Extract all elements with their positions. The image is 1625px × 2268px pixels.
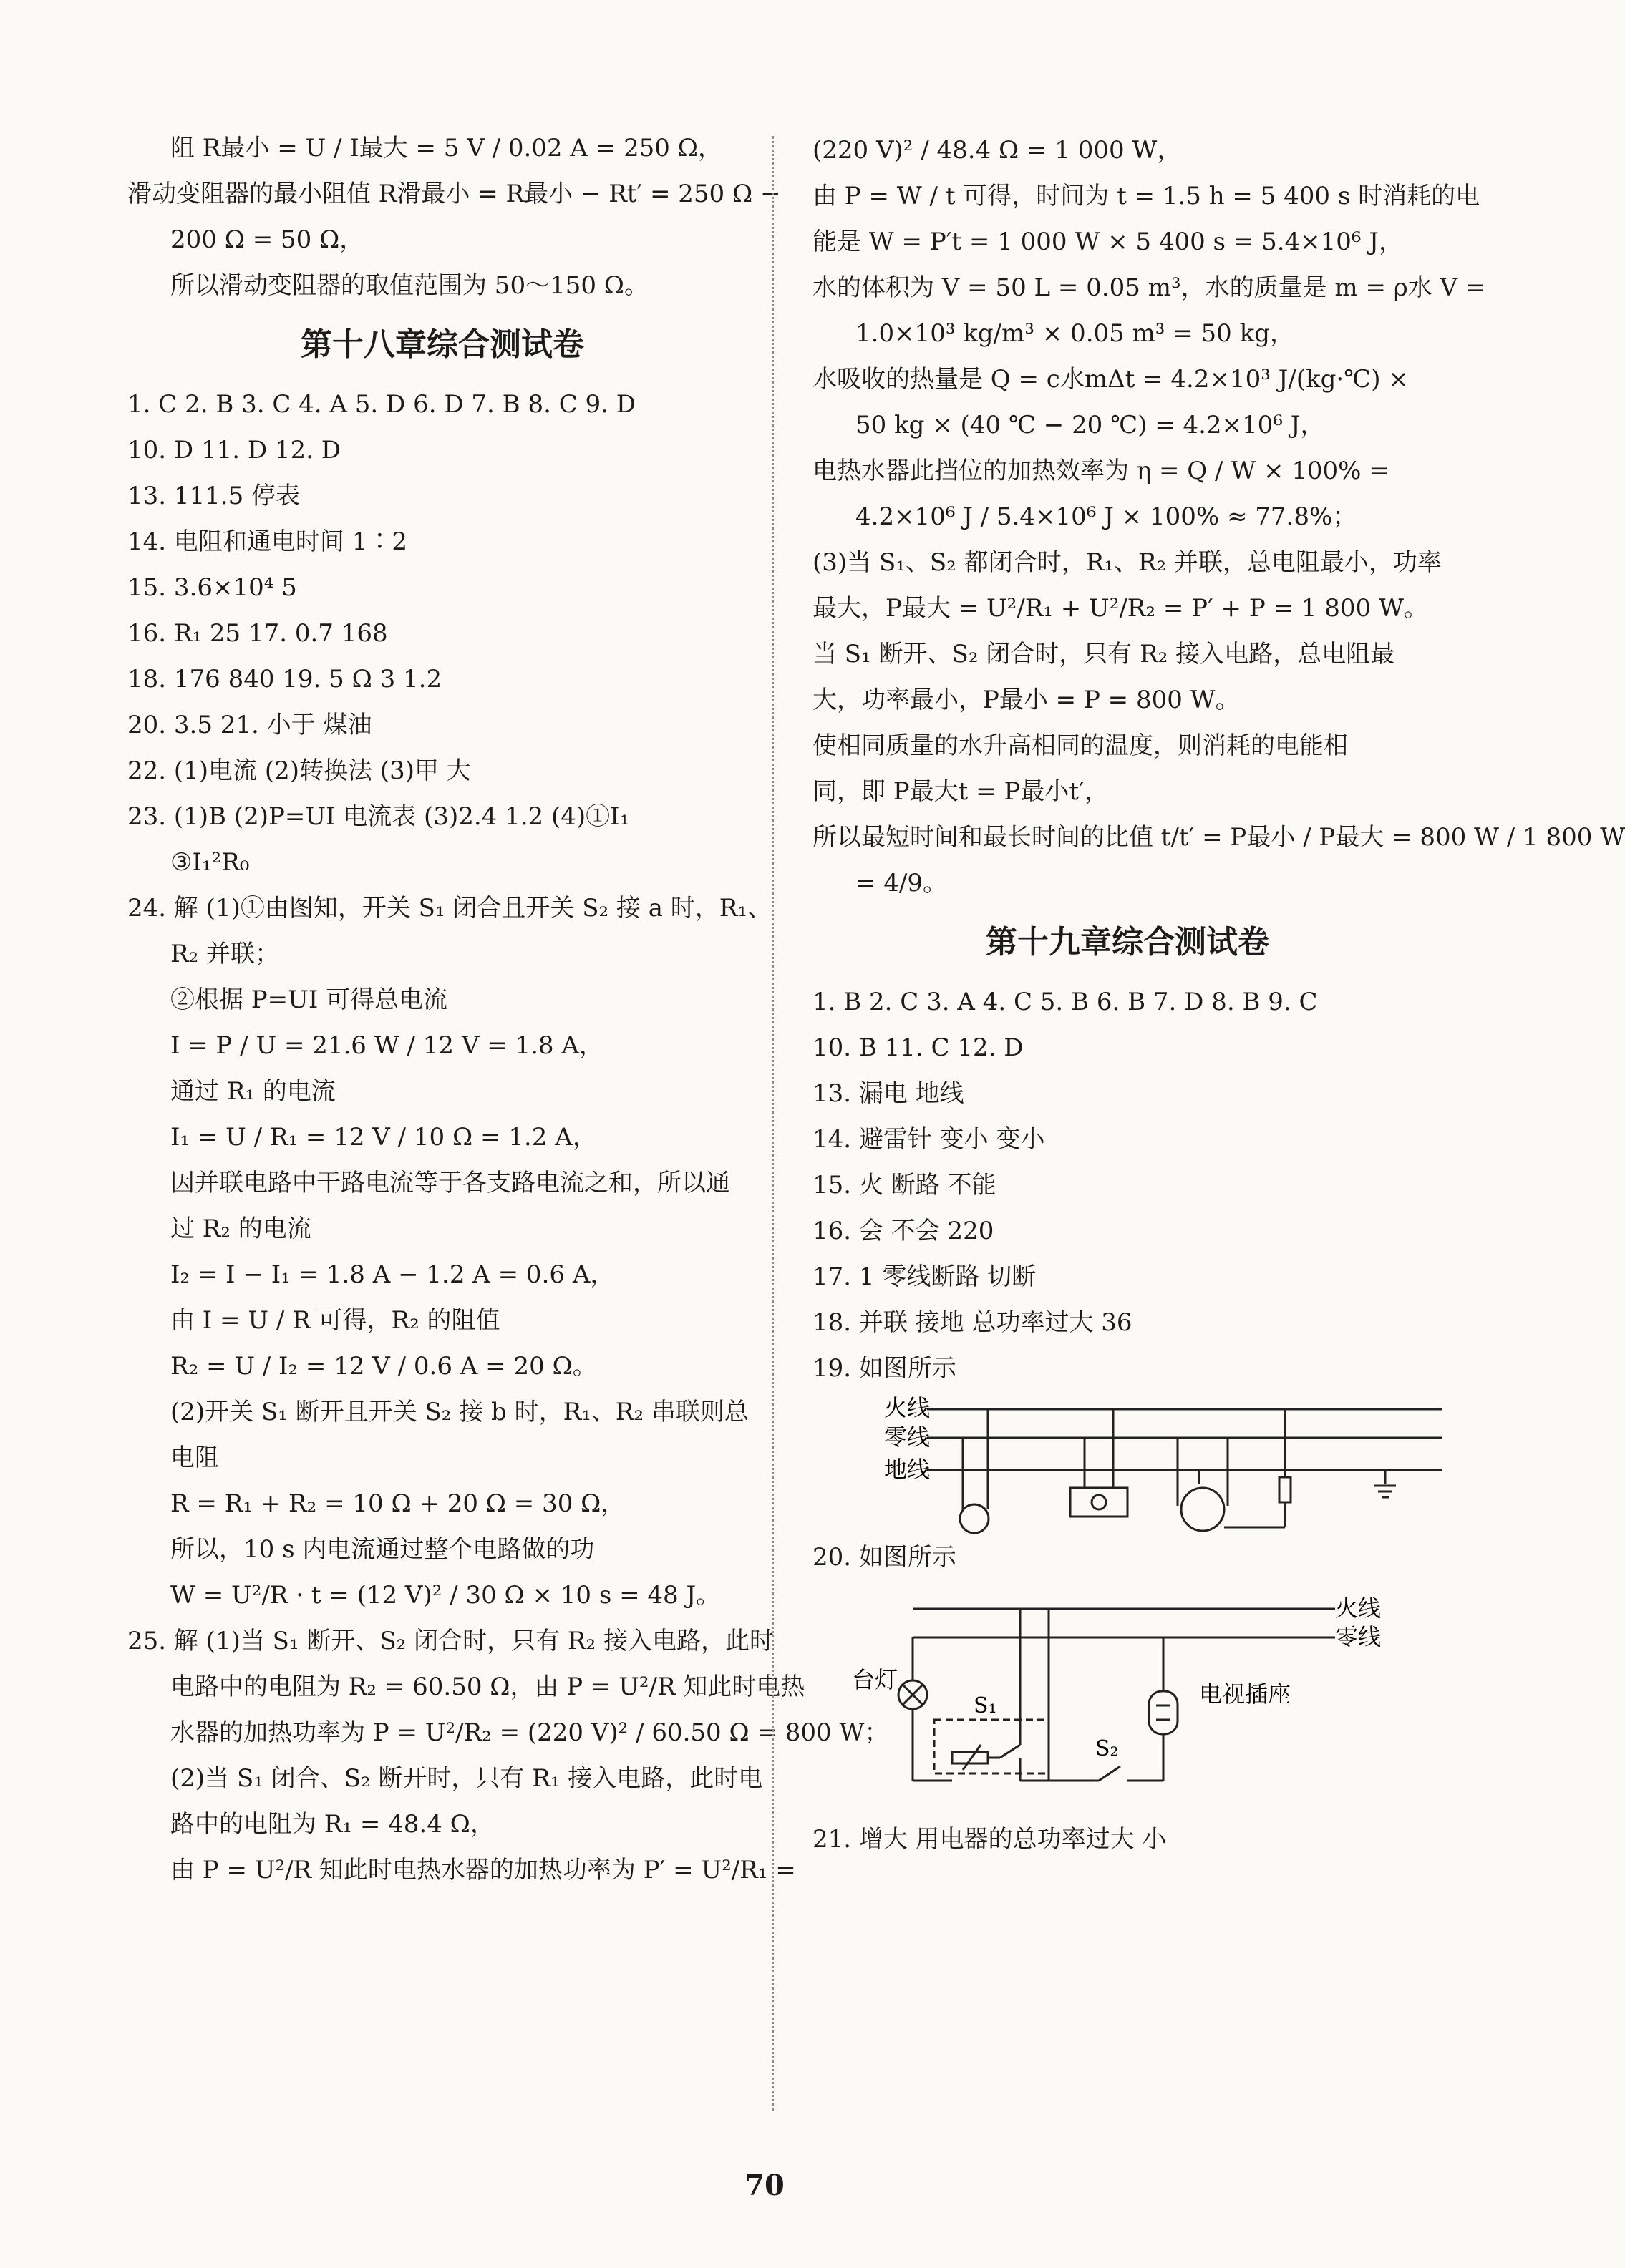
- text-line: 14. 避雷针 变小 变小: [812, 1125, 1045, 1154]
- text-line: (2)开关 S₁ 断开且开关 S₂ 接 b 时，R₁、R₂ 串联则总: [170, 1398, 749, 1426]
- live-wire-label: 火线: [1335, 1595, 1382, 1622]
- text-line: (2)当 S₁ 闭合、S₂ 断开时，只有 R₁ 接入电路，此时电: [170, 1764, 763, 1793]
- text-line: 4.2×10⁶ J / 5.4×10⁶ J × 100% ≈ 77.8%；: [855, 502, 1357, 531]
- text-line: 50 kg × (40 ℃ − 20 ℃) = 4.2×10⁶ J，: [855, 411, 1325, 439]
- text-line: 大，功率最小，P最小 = P = 800 W。: [812, 686, 1240, 714]
- right-column: [812, 127, 1625, 1862]
- tv-socket-label: 电视插座: [1199, 1680, 1291, 1708]
- text-line: 25. 解 (1)当 S₁ 断开、S₂ 闭合时，只有 R₂ 接入电路，此时: [127, 1627, 774, 1655]
- text-line: 由 I = U / R 可得，R₂ 的阻值: [170, 1306, 500, 1335]
- switch-s2-label: S₂: [1095, 1736, 1119, 1761]
- text-line: 1.0×10³ kg/m³ × 0.05 m³ = 50 kg，: [855, 319, 1294, 348]
- text-line: 18. 并联 接地 总功率过大 36: [812, 1308, 1132, 1337]
- text-line: 电路中的电阻为 R₂ = 60.50 Ω，由 P = U²/R 知此时电热: [170, 1673, 805, 1701]
- text-line: 15. 火 断路 不能: [812, 1171, 996, 1199]
- chapter-18-title: 第十八章综合测试卷: [301, 326, 584, 363]
- text-line: 16. R₁ 25 17. 0.7 168: [127, 619, 388, 648]
- question-20: 20. 如图所示: [812, 1543, 956, 1572]
- text-line: 过 R₂ 的电流: [170, 1215, 311, 1243]
- text-line: ③I₁²R₀: [170, 848, 250, 877]
- text-line: 最大，P最大 = U²/R₁ + U²/R₂ = P′ + P = 1 800 W。: [812, 594, 1428, 623]
- text-line: 15. 3.6×10⁴ 5: [127, 573, 297, 602]
- text-line: 由 P = U²/R 知此时电热水器的加热功率为 P′ = U²/R₁ =: [170, 1856, 796, 1884]
- text-line: 24. 解 (1)①由图知，开关 S₁ 闭合且开关 S₂ 接 a 时，R₁、: [127, 894, 772, 923]
- text-line: 电热水器此挡位的加热效率为 η = Q / W × 100% =: [812, 457, 1389, 485]
- text-line: 能是 W = P′t = 1 000 W × 5 400 s = 5.4×10⁶ J，: [812, 228, 1403, 256]
- text-line: 22. (1)电流 (2)转换法 (3)甲 大: [127, 756, 471, 785]
- text-line: 13. 漏电 地线: [812, 1079, 964, 1108]
- text-line: 由 P = W / t 可得，时间为 t = 1.5 h = 5 400 s 时消耗的电: [812, 182, 1480, 210]
- ground-wire-label: 地线: [884, 1456, 931, 1483]
- diagram-20-circuit: [812, 1580, 1442, 1816]
- text-line: 所以，10 s 内电流通过整个电路做的功: [170, 1535, 595, 1564]
- live-wire-label: 火线: [884, 1394, 931, 1421]
- text-line: R₂ = U / I₂ = 12 V / 0.6 A = 20 Ω。: [170, 1352, 597, 1381]
- page-number: 70: [744, 2169, 785, 2202]
- text-line: 13. 111.5 停表: [127, 482, 301, 510]
- text-line: 17. 1 零线断路 切断: [812, 1262, 1037, 1291]
- text-line: R = R₁ + R₂ = 10 Ω + 20 Ω = 30 Ω，: [170, 1489, 626, 1518]
- text-line: 水吸收的热量是 Q = c水mΔt = 4.2×10³ J/(kg·℃) ×: [812, 365, 1409, 394]
- q25-continued: [812, 127, 1625, 906]
- text-line: 水器的加热功率为 P = U²/R₂ = (220 V)² / 60.50 Ω = 800 W；: [170, 1718, 889, 1747]
- text-line: (3)当 S₁、S₂ 都闭合时，R₁、R₂ 并联，总电阻最小，功率: [812, 548, 1442, 577]
- text-line: W = U²/R · t = (12 V)² / 30 Ω × 10 s = 48 J。: [170, 1581, 721, 1610]
- text-line: I₂ = I − I₁ = 1.8 A − 1.2 A = 0.6 A，: [170, 1260, 615, 1289]
- text-line: 所以滑动变阻器的取值范围为 50～150 Ω。: [170, 271, 649, 300]
- text-line: = 4/9。: [855, 869, 948, 897]
- text-line: 18. 176 840 19. 5 Ω 3 1.2: [127, 665, 442, 693]
- text-line: 14. 电阻和通电时间 1∶2: [127, 527, 407, 556]
- chapter-19-title: 第十九章综合测试卷: [986, 924, 1269, 960]
- text-line: 19. 如图所示: [812, 1354, 956, 1383]
- diagram-19-circuit: [812, 1391, 1442, 1534]
- text-line: ②根据 P=UI 可得总电流: [170, 985, 448, 1014]
- text-line: R₂ 并联；: [170, 940, 280, 968]
- text-line: 电阻: [170, 1444, 219, 1472]
- text-line: 10. D 11. D 12. D: [127, 436, 341, 464]
- column-divider: [772, 136, 774, 2111]
- question-21: 21. 增大 用电器的总功率过大 小: [812, 1825, 1167, 1854]
- text-line: 通过 R₁ 的电流: [170, 1077, 336, 1106]
- text-line: 阻 R最小 = U / I最大 = 5 V / 0.02 A = 250 Ω，: [170, 134, 722, 162]
- text-line: 因并联电路中干路电流等于各支路电流之和，所以通: [170, 1169, 730, 1197]
- text-line: 所以最短时间和最长时间的比值 t/t′ = P最小 / P最大 = 800 W / 1 800 W: [812, 823, 1625, 852]
- desk-lamp-label: 台灯: [852, 1666, 898, 1693]
- text-line: 水的体积为 V = 50 L = 0.05 m³，水的质量是 m = ρ水 V =: [812, 273, 1486, 302]
- text-line: 1. B 2. C 3. A 4. C 5. B 6. B 7. D 8. B 9. C: [812, 988, 1318, 1016]
- text-line: 23. (1)B (2)P=UI 电流表 (3)2.4 1.2 (4)①I₁: [127, 802, 630, 831]
- text-line: 路中的电阻为 R₁ = 48.4 Ω，: [170, 1810, 495, 1839]
- neutral-wire-label: 零线: [1335, 1623, 1382, 1650]
- chapter-19-answers: [812, 979, 1442, 1391]
- text-line: 滑动变阻器的最小阻值 R滑最小 = R最小 − Rt′ = 250 Ω −: [127, 180, 781, 208]
- text-line: I = P / U = 21.6 W / 12 V = 1.8 A，: [170, 1031, 603, 1060]
- text-line: 使相同质量的水升高相同的温度，则消耗的电能相: [812, 731, 1348, 760]
- text-line: (220 V)² / 48.4 Ω = 1 000 W，: [812, 136, 1182, 165]
- text-line: 16. 会 不会 220: [812, 1217, 994, 1245]
- text-line: 10. B 11. C 12. D: [812, 1033, 1024, 1062]
- switch-s1-label: S₁: [974, 1693, 997, 1718]
- text-line: 当 S₁ 断开、S₂ 闭合时，只有 R₂ 接入电路，总电阻最: [812, 640, 1395, 668]
- text-line: 1. C 2. B 3. C 4. A 5. D 6. D 7. B 8. C 9. D: [127, 390, 636, 419]
- text-line: I₁ = U / R₁ = 12 V / 10 Ω = 1.2 A，: [170, 1123, 597, 1152]
- text-line: 同，即 P最大t = P最小t′，: [812, 777, 1109, 806]
- neutral-wire-label: 零线: [884, 1423, 931, 1451]
- text-line: 200 Ω = 50 Ω，: [170, 225, 364, 254]
- text-line: 20. 3.5 21. 小于 煤油: [127, 711, 372, 739]
